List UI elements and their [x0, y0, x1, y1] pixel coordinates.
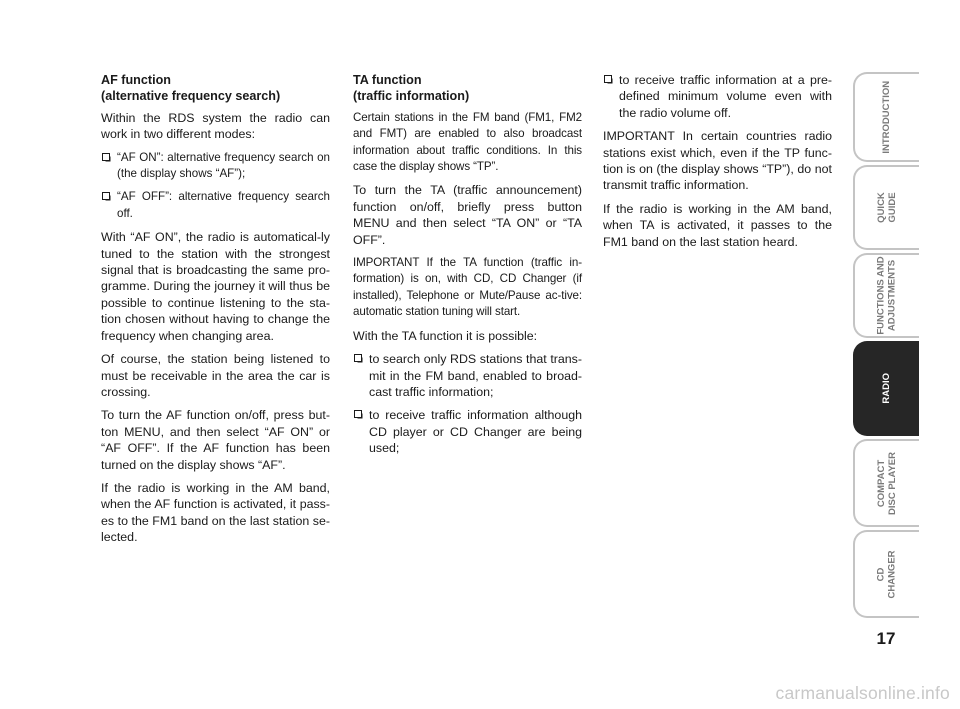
- checkbox-bullet-icon: [354, 354, 362, 362]
- af-paragraph-3: To turn the AF function on/off, press but-ton MENU, and then select “AF ON” or “AF OFF”. If the AF function has been turned on the display shows “AF”.: [101, 408, 330, 472]
- ta-bullet-receive: [353, 407, 582, 456]
- tab-introduction[interactable]: [853, 72, 919, 162]
- ta-heading: [353, 72, 582, 105]
- ta-bullet-search-text: to search only RDS stations that trans-mit in the FM band, enabled to broad-cast traffic information;: [369, 352, 582, 399]
- af-function-section: [101, 72, 330, 553]
- ta-bullet-receive-text: to receive traffic information although CD player or CD Changer are being used;: [369, 408, 582, 456]
- tab-compact-disc-player[interactable]: [853, 439, 919, 527]
- ta-bullet-search: [353, 351, 582, 400]
- ta-heading-line1: TA function: [353, 73, 422, 87]
- tab-radio-label: RADIO: [880, 373, 892, 404]
- af-paragraph-1: With “AF ON”, the radio is automatical-ly tuned to the station with the strongest signal that is broadcasting the same pro-gramme. During the journey it will thus be possible to continue listening to the sta-tion chosen without having to change the frequency when changing area.: [101, 230, 330, 343]
- ta-continued-section: [603, 72, 832, 257]
- checkbox-bullet-icon: [102, 192, 110, 200]
- af-heading-line2: (alternative frequency search): [101, 89, 281, 104]
- tab-compact-disc-label: COMPACT DISC PLAYER: [875, 451, 897, 515]
- af-bullet-off: [101, 189, 330, 222]
- checkbox-bullet-icon: [354, 410, 362, 418]
- tab-functions-label: FUNCTIONS AND ADJUSTMENTS: [875, 256, 898, 335]
- ta-paragraph-1: Certain stations in the FM band (FM1, FM2 and FMT) are enabled to also broadcast information about traffic conditions. In this case the display shows “TP”.: [353, 110, 582, 174]
- ta-heading-line2: (traffic information): [353, 89, 470, 104]
- ta-bullet-volume-text: to receive traffic information at a pre-defined minimum volume even with the radio volume off.: [619, 73, 832, 120]
- tab-functions-and-adjustments[interactable]: [853, 253, 919, 338]
- tab-introduction-label: INTRODUCTION: [880, 80, 892, 154]
- af-bullet-on: [101, 150, 330, 183]
- checkbox-bullet-icon: [102, 153, 110, 161]
- tab-quick-guide-label: QUICK GUIDE: [875, 192, 897, 223]
- af-intro: Within the RDS system the radio can work in two different modes:: [101, 110, 330, 142]
- ta-am-band-note: If the radio is working in the AM band, when TA is activated, it passes to the FM1 band on the last station heard.: [603, 201, 832, 249]
- ta-important-note: IMPORTANT In certain countries radio stations exist which, even if the TP func-tion is on (the display shows “TP”), do not transmit traffic information.: [603, 129, 832, 193]
- watermark: carmanualsonline.info: [775, 683, 950, 703]
- checkbox-bullet-icon: [604, 75, 612, 83]
- af-paragraph-2: Of course, the station being listened to must be receivable in the area the car is crossing.: [101, 352, 330, 399]
- tab-cd-changer-label: CD CHANGER: [875, 549, 897, 599]
- af-heading-line1: AF function: [101, 73, 171, 87]
- ta-paragraph-4: With the TA function it is possible:: [353, 328, 538, 343]
- tab-radio[interactable]: [853, 341, 919, 436]
- tab-cd-changer[interactable]: [853, 530, 919, 618]
- ta-paragraph-2: To turn the TA (traffic announcement) function on/off, briefly press button MENU and then select “TA ON” or “TA OFF”.: [353, 183, 582, 247]
- af-bullet-off-text: “AF OFF”: alternative frequency search off.: [117, 190, 330, 220]
- af-heading: [101, 72, 330, 105]
- ta-paragraph-3: IMPORTANT If the TA function (traffic in-formation) is on, with CD, CD Changer (if installed), Telephone or Mute/Pause ac-tive: automatic station tuning will start.: [353, 256, 582, 319]
- ta-bullet-volume: [603, 72, 832, 121]
- ta-function-section: [353, 72, 582, 464]
- page-number: 17: [876, 629, 896, 648]
- af-bullet-on-text: “AF ON”: alternative frequency search on (the display shows “AF”);: [117, 150, 330, 181]
- af-paragraph-4: If the radio is working in the AM band, when the AF function is activated, it pass-es to the FM1 band on the last station se-lected.: [101, 480, 330, 545]
- tab-quick-guide[interactable]: [853, 165, 919, 250]
